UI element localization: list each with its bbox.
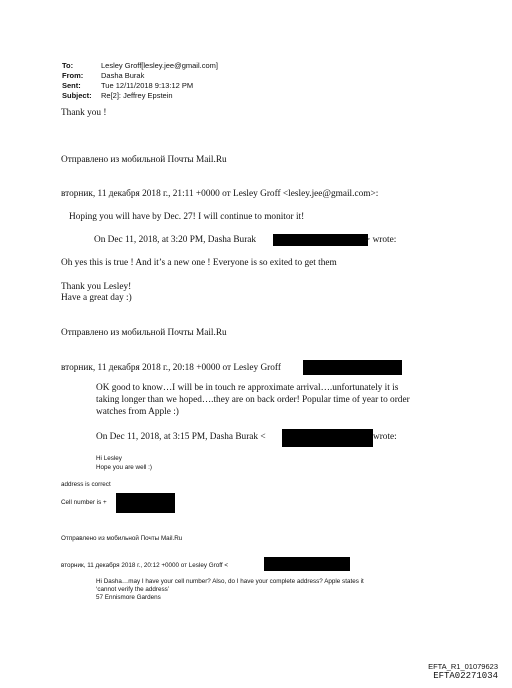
hoping-text: Hoping you will have by Dec. 27! I will continue to monitor it! — [69, 212, 305, 222]
quote1-header-suffix: : — [375, 189, 379, 199]
hi-lesley-text: Hi Lesley — [96, 455, 122, 462]
footer-id-1: EFTA_R1_01079623 — [428, 662, 498, 671]
address-line-text: 57 Ennismore Gardens — [96, 594, 161, 601]
from-value: Dasha Burak — [101, 71, 145, 80]
subject-label: Subject: — [62, 91, 92, 100]
address-correct-text: address is correct — [61, 481, 111, 488]
quote3-header: вторник, 11 декабря 2018 г., 20:12 +0000 от Lesley Groff < — [61, 562, 229, 569]
ok-good-line-3: watches from Apple :) — [96, 407, 179, 417]
wrote-text-2: wrote: — [373, 432, 397, 442]
redaction-box — [116, 493, 175, 513]
cell-number-text: Cell number is + — [61, 499, 107, 506]
ok-good-line-2: taking longer than we hoped….they are on back order! Popular time of year to order — [96, 395, 410, 405]
redaction-box — [303, 360, 402, 375]
oh-yes-text: Oh yes this is true ! And it’s a new one ! Everyone is so exited to get them — [61, 258, 337, 268]
sent-from-mailru-3: Отправлено из мобильной Почты Mail.Ru — [61, 535, 183, 542]
sent-label: Sent: — [62, 81, 81, 90]
hi-dasha-line-1: Hi Dasha…may I have your cell number? Also, do I have your complete address? Apple states it — [96, 578, 364, 585]
on-dec-320-text: On Dec 11, 2018, at 3:20 PM, Dasha Burak — [94, 235, 257, 245]
ok-good-line-1: OK good to know…I will be in touch re approximate arrival….unfortunately it is — [96, 383, 399, 393]
thank-you-lesley-text: Thank you Lesley! — [61, 282, 132, 292]
footer-id-2: EFTA02271034 — [433, 671, 498, 681]
on-dec-315-text: On Dec 11, 2018, at 3:15 PM, Dasha Burak < — [96, 432, 266, 442]
wrote-text-1: > wrote: — [365, 235, 397, 245]
quote1-header — [61, 189, 378, 199]
redaction-box — [264, 557, 350, 571]
quote1-header-email[interactable]: <lesley.jee@gmail.com> — [282, 189, 376, 199]
thank-you-text: Thank you ! — [61, 108, 107, 118]
quote1-header-prefix: вторник, 11 декабря 2018 г., 21:11 +0000 от Lesley Groff — [61, 189, 283, 199]
subject-value: Re[2]: Jeffrey Epstein — [101, 91, 173, 100]
sent-from-mailru-2: Отправлено из мобильной Почты Mail.Ru — [61, 328, 227, 338]
have-great-day-text: Have a great day :) — [61, 293, 132, 303]
hi-dasha-line-2: ‘cannot verify the address’ — [96, 586, 170, 593]
to-label: To: — [62, 61, 74, 70]
sent-from-mailru-1: Отправлено из мобильной Почты Mail.Ru — [61, 155, 227, 165]
quote2-header: вторник, 11 декабря 2018 г., 20:18 +0000 от Lesley Groff — [61, 363, 281, 373]
from-label: From: — [62, 71, 84, 80]
to-value: Lesley Groff[lesley.jee@gmail.com] — [101, 61, 218, 70]
redaction-box — [273, 234, 368, 246]
hope-well-text: Hope you are well :) — [96, 464, 152, 471]
redaction-box — [282, 429, 373, 447]
sent-value: Tue 12/11/2018 9:13:12 PM — [101, 81, 194, 90]
